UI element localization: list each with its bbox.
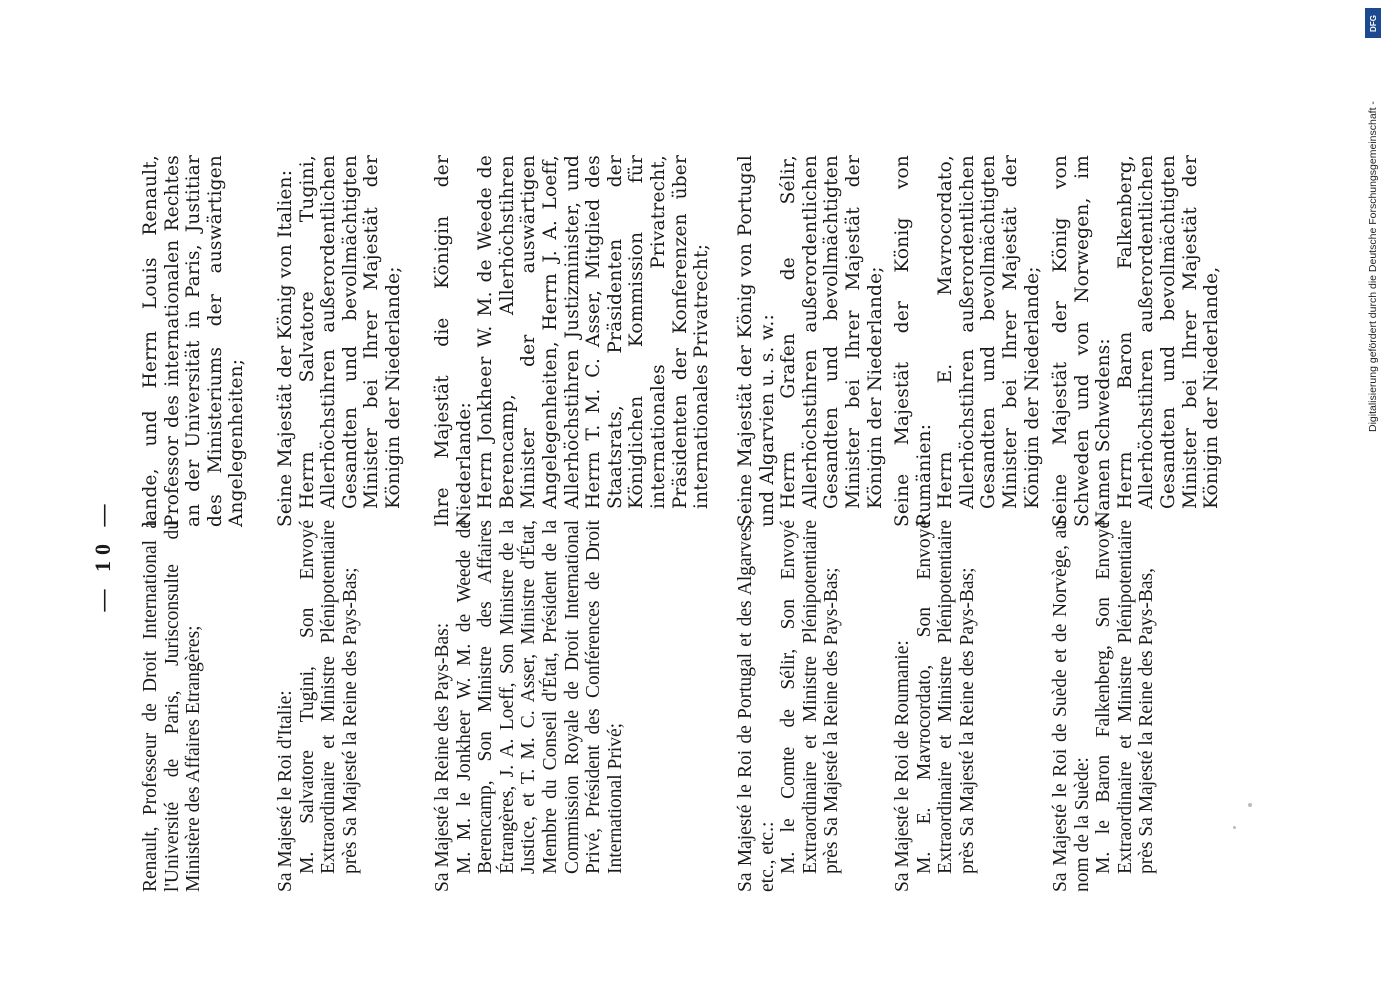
de-entry-2-lead: Seine Majestät der König von Italien: (275, 169, 296, 527)
fr-entry-5-lead: Sa Majesté le Roi de Roumanie: (892, 640, 913, 892)
dfg-watermark (1365, 42, 1381, 432)
dfg-logo (1365, 8, 1381, 38)
fr-entry-5-body: M. E. Mavrocordato, Son Envoyé Extraordinaire et Ministre Plénipotentiaire près Sa Majesté la Reine des Pays-Bas; (913, 520, 978, 874)
scan-speck (1233, 826, 1236, 829)
de-entry-2 (275, 155, 405, 527)
de-entry-1 (140, 155, 248, 527)
fr-entry-3-body: M. M. le Jonkheer W. M. de Weede de Berencamp, Son Ministre des Affaires Étrangères, J. A. Loeff, Son Ministre de la Justice, et T. M. C. Asser, Ministre d'État, Membre du Conseil d'État, Président de la Commission Royale de Droit International Privé, Président des Conférences de Droit International Privé; (453, 520, 626, 874)
de-entry-6-lead: Seine Majestät der König von Schweden und von Norwegen, im Namen Schwedens: (1050, 155, 1115, 527)
fr-entry-3-lead: Sa Majesté la Reine des Pays-Bas: (432, 622, 453, 892)
fr-entry-6-lead: Sa Majesté le Roi de Suède et de Norvège, au nom de la Suède: (1050, 520, 1093, 892)
de-entry-3-body: Herrn Jonkheer W. M. de Weede de Berencamp, Allerhöchstihren Minister der auswärtigen Angelegenheiten, Herrn J. A. Loeff, Allerhöchstihren Justizminister, und Herrn T. M. C. Asser, Mitglied des Staatsrats, Präsidenten der Königlichen Kommission für internationales Privatrecht, Präsidenten der Konferenzen über internationales Privatrecht; (475, 155, 713, 509)
de-entry-4 (735, 155, 886, 527)
dfg-watermark-text: Digitalisierung gefördert durch die Deutsche Forschungsgemeinschaft - (1367, 101, 1379, 432)
fr-entry-2 (275, 520, 361, 892)
fr-entry-2-lead: Sa Majesté le Roi d'Italie: (275, 690, 296, 892)
de-entry-2-body: Herrn Salvatore Tugini, Allerhöchstihren außerordentlichen Gesandten und bevollmächtigten Minister bei Ihrer Majestät der Königin der Niederlande; (296, 155, 404, 509)
document-page (90, 150, 1300, 960)
fr-entry-3 (432, 520, 626, 892)
de-entry-4-body: Herrn Grafen de Sélir, Allerhöchstihren außerordentlichen Gesandten und bevollmächtigten Minister bei Ihrer Majestät der Königin der Niederlande; (778, 155, 886, 509)
de-entry-1-body: lande, und Herrn Louis Renault, Professor des internationalen Rechtes an der Universität in Paris, Justitiar des Ministeriums der auswärtigen Angelegenheiten; (140, 155, 248, 527)
fr-entry-6 (1050, 520, 1158, 892)
page-number: — 10 — (90, 498, 115, 612)
de-entry-6 (1050, 155, 1223, 527)
fr-entry-2-body: M. Salvatore Tugini, Son Envoyé Extraordinaire et Ministre Plénipotentiaire près Sa Majesté la Reine des Pays-Bas; (296, 520, 361, 874)
de-entry-3 (432, 155, 713, 527)
fr-entry-5 (892, 520, 978, 892)
de-entry-5-body: Herrn E. Mavrocordato, Allerhöchstihren außerordentlichen Gesandten und bevollmächtigten Minister bei Ihrer Majestät der Königin der Niederlande; (935, 155, 1043, 509)
scan-speck (1248, 803, 1252, 807)
de-entry-4-lead: Seine Majestät der König von Portugal und Algarvien u. s. w.: (735, 155, 778, 527)
fr-entry-1-body: Renault, Professeur de Droit International à l'Université de Paris, Jurisconsulte du Ministère des Affaires Etrangères; (140, 520, 205, 892)
de-entry-3-lead: Ihre Majestät die Königin der Niederlande: (432, 155, 475, 527)
fr-entry-1 (140, 520, 205, 892)
de-entry-5-lead: Seine Majestät der König von Rumänien: (892, 155, 935, 527)
dfg-logo-text: DFG (1368, 14, 1378, 32)
fr-entry-4-body: M. le Comte de Sélir, Son Envoyé Extraordinaire et Ministre Plénipotentiaire près Sa Majesté la Reine des Pays-Bas; (778, 520, 843, 874)
fr-entry-4-lead: Sa Majesté le Roi de Portugal et des Algarves, etc., etc.: (735, 520, 778, 892)
de-entry-6-body: Herrn Baron Falkenberg, Allerhöchstihren außerordentlichen Gesandten und bevollmächtigten Minister bei Ihrer Majestät der Königin der Niederlande, (1114, 155, 1223, 509)
de-entry-5 (892, 155, 1043, 527)
fr-entry-4 (735, 520, 843, 892)
fr-entry-6-body: M. le Baron Falkenberg, Son Envoyé Extraordinaire et Ministre Plénipotentiaire près Sa Majesté la Reine des Pays-Bas, (1093, 520, 1158, 874)
